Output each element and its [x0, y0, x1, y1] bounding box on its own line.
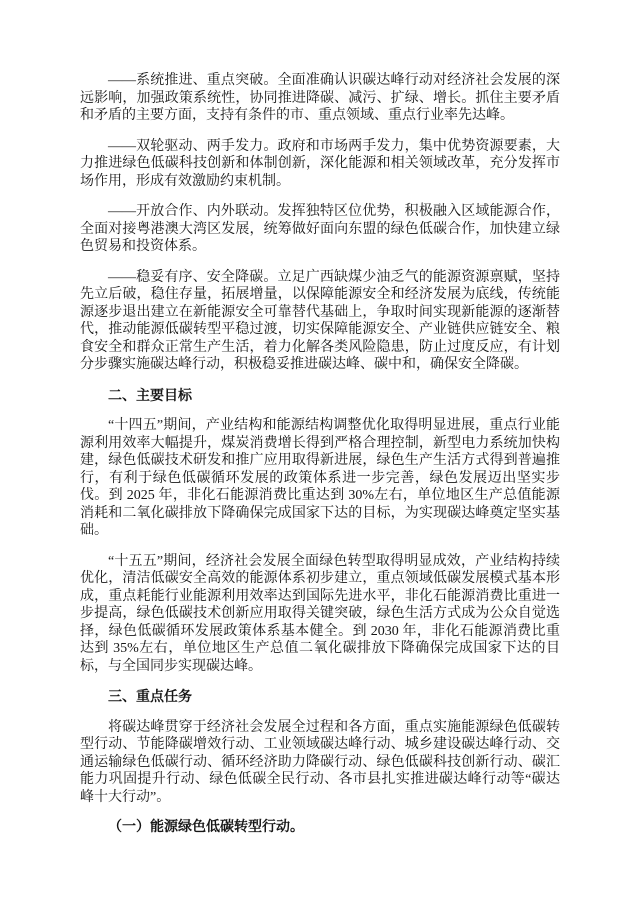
- heading-main-goals: 二、主要目标: [108, 386, 192, 403]
- para-systematic-advance: ——系统推进、重点突破。全面准确认识碳达峰行动对经济社会发展的深远影响，加强政策系统性，协同推进降碳、减污、扩绿、增长。抓住主要矛盾和矛盾的主要方面，支持有条件的市、重点领域、重点行业率先达峰。: [80, 73, 560, 123]
- para-ten-carbon-peak-actions: 将碳达峰贯穿于经济社会发展全过程和各方面，重点实施能源绿色低碳转型行动、节能降碳增效行动、工业领域碳达峰行动、城乡建设碳达峰行动、交通运输绿色低碳行动、循环经济助力降碳行动、绿色低碳科技创新行动、碳汇能力巩固提升行动、绿色低碳全民行动、各市县扎实推进碳达峰行动等“碳达峰十大行动”。: [80, 719, 560, 805]
- heading-key-tasks: 三、重点任务: [108, 688, 192, 704]
- para-14th-five-year-goals: “十四五”期间，产业结构和能源结构调整优化取得明显进展，重点行业能源利用效率大幅提升，煤炭消费增长得到严格合理控制，新型电力系统加快构建，绿色低碳技术研发和推广应用取得新进展，绿色生产生活方式得到普遍推行，有利于绿色低碳循环发展的政策体系进一步完善，绿色发展迈出坚实步伐。到 2025 年，非化石能源消费比重达到 30%左右，单位地区生产总值能源消耗和二氧化碳排放下降确保完成国家下达的目标，为实现碳达峰奠定坚实基础。: [80, 418, 560, 538]
- para-open-cooperation: ——开放合作、内外联动。发挥独特区位优势，积极融入区域能源合作，全面对接粤港澳大湾区发展，统筹做好面向东盟的绿色低碳合作，加快建立绿色贸易和投资体系。: [80, 204, 560, 254]
- para-15th-five-year-goals: “十五五”期间，经济社会发展全面绿色转型取得明显成效，产业结构持续优化，清洁低碳安全高效的能源体系初步建立，重点领域低碳发展模式基本形成，重点耗能行业能源利用效率达到国际先进水平，非化石能源消费比重进一步提高，绿色低碳技术创新应用取得关键突破，绿色生活方式成为公众自觉选择，绿色低碳循环发展政策体系基本健全。到 2030 年，非化石能源消费比重达到 35%左右，单位地区生产总值二氧化碳排放下降确保完成国家下达的目标，与全国同步实现碳达峰。: [80, 553, 560, 674]
- para-safe-carbon-reduction: ——稳妥有序、安全降碳。立足广西缺煤少油乏气的能源资源禀赋，坚持先立后破，稳住存量，拓展增量，以保障能源安全和经济发展为底线，传统能源逐步退出建立在新能源安全可靠替代基础上，争取时间实现新能源的逐渐替代，推动能源低碳转型平稳过渡，切实保障能源安全、产业链供应链安全、粮食安全和群众正常生产生活，着力化解各类风险隐患，防止过度反应，有计划分步骤实施碳达峰行动，积极稳妥推进碳达峰、碳中和，确保安全降碳。: [80, 269, 560, 372]
- para-dual-wheel-drive: ——双轮驱动、两手发力。政府和市场两手发力，集中优势资源要素，大力推进绿色低碳科技创新和体制创新，深化能源和相关领域改革，充分发挥市场作用，形成有效激励约束机制。: [80, 138, 560, 189]
- heading-energy-green-transition-action: （一）能源绿色低碳转型行动。: [108, 820, 304, 835]
